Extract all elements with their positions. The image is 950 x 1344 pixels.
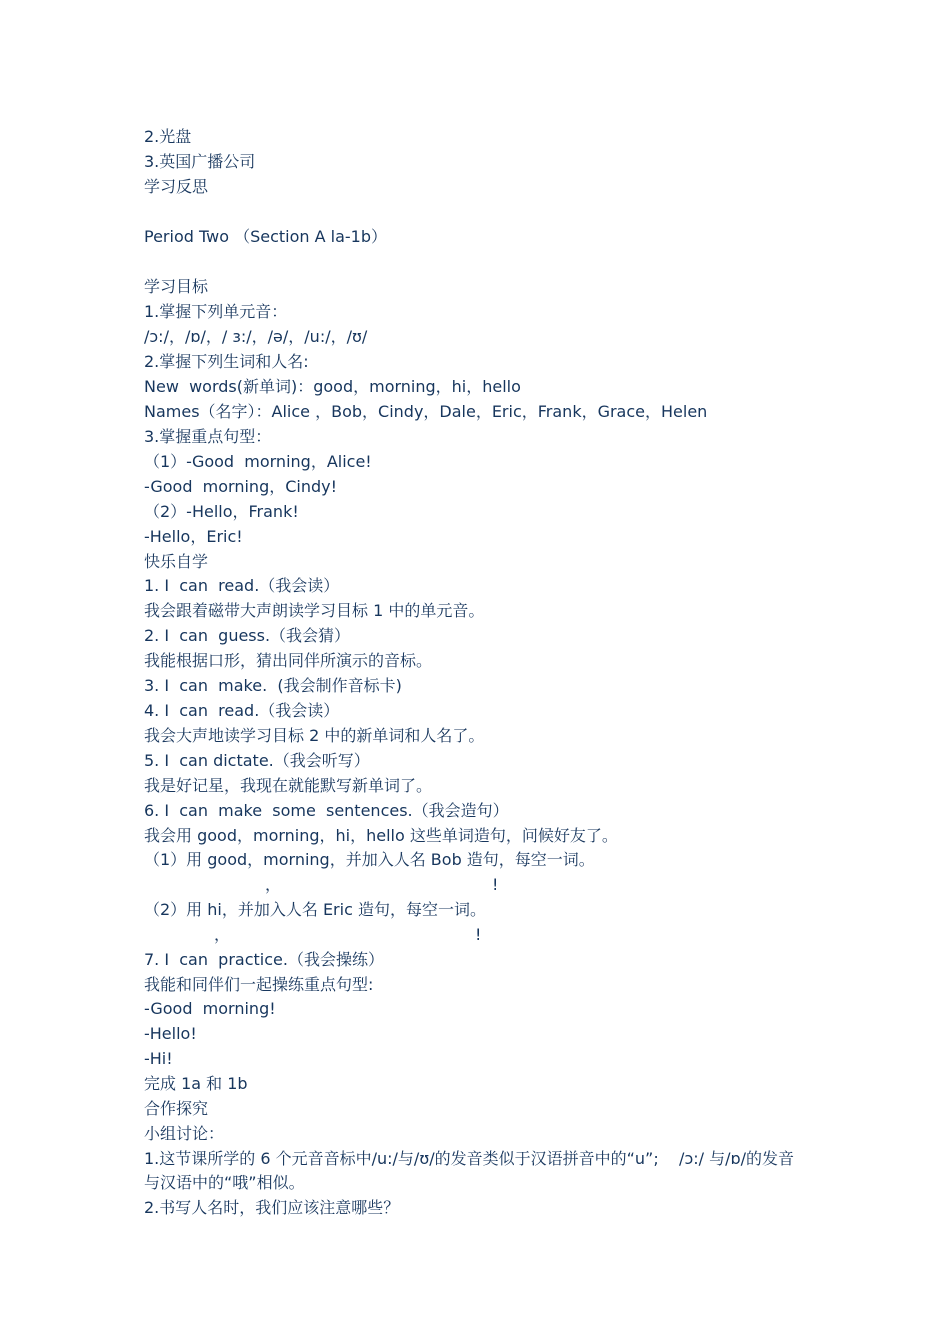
blank-1-comma: ， xyxy=(265,875,282,894)
task-6-desc: 我会用 good，morning，hi，hello 这些单词造句，问候好友了。 xyxy=(144,826,618,845)
blank-2-comma: ， xyxy=(214,925,231,944)
task-5-desc: 我是好记星，我现在就能默写新单词了。 xyxy=(144,776,433,795)
heading-self-study: 快乐自学 xyxy=(144,552,209,571)
blank-1-exclamation: ! xyxy=(492,875,499,894)
task-6: 6. I can make some sentences.（我会造句） xyxy=(144,801,509,820)
line-disc: 2.光盘 xyxy=(144,127,192,146)
objective-2: 2.掌握下列生词和人名: xyxy=(144,352,309,371)
discussion-2: 2.书写人名时，我们应该注意哪些？ xyxy=(144,1198,400,1217)
drill-hello: -Hello! xyxy=(144,1024,197,1043)
task-4: 4. I can read.（我会读） xyxy=(144,701,340,720)
names-list: Names（名字）：Alice ，Bob，Cindy，Dale，Eric，Frank，Grace，Helen xyxy=(144,402,708,421)
complete-1a-1b: 完成 1a 和 1b xyxy=(144,1074,248,1093)
line-bbc: 3.英国广播公司 xyxy=(144,152,256,171)
task-2-desc: 我能根据口形，猜出同伴所演示的音标。 xyxy=(144,651,433,670)
pattern-2a: （2）-Hello，Frank! xyxy=(144,502,299,521)
task-7-desc: 我能和同伴们一起操练重点句型: xyxy=(144,975,374,994)
new-words: New words(新单词)：good，morning，hi，hello xyxy=(144,377,521,396)
pattern-2b: -Hello，Eric! xyxy=(144,527,243,546)
heading-objectives: 学习目标 xyxy=(144,277,209,296)
pattern-1b: -Good morning，Cindy! xyxy=(144,477,338,496)
group-discussion: 小组讨论： xyxy=(144,1124,225,1143)
heading-cooperation: 合作探究 xyxy=(144,1099,209,1118)
pattern-1a: （1）-Good morning，Alice! xyxy=(144,452,372,471)
task-6-item-2: （2）用 hi，并加入人名 Eric 造句，每空一词。 xyxy=(144,900,486,919)
task-1-desc: 我会跟着磁带大声朗读学习目标 1 中的单元音。 xyxy=(144,601,485,620)
task-2: 2. I can guess.（我会猜） xyxy=(144,626,351,645)
discussion-1: 1.这节课所学的 6 个元音音标中/u:/与/ʊ/的发音类似于汉语拼音中的“u”; /ɔ:/ 与/ɒ/的发音 xyxy=(144,1149,795,1168)
phonetic-symbols: /ɔ:/，/ɒ/，/ ɜ:/，/ə/，/u:/，/ʊ/ xyxy=(144,327,368,346)
drill-good-morning: -Good morning! xyxy=(144,999,276,1018)
objective-3: 3.掌握重点句型： xyxy=(144,427,272,446)
task-5: 5. I can dictate.（我会听写） xyxy=(144,751,370,770)
task-4-desc: 我会大声地读学习目标 2 中的新单词和人名了。 xyxy=(144,726,485,745)
heading-reflection: 学习反思 xyxy=(144,177,209,196)
task-3: 3. I can make. (我会制作音标卡) xyxy=(144,676,402,695)
discussion-1-cont: 与汉语中的“哦”相似。 xyxy=(144,1173,305,1192)
blank-2-exclamation: ! xyxy=(475,925,482,944)
drill-hi: -Hi! xyxy=(144,1049,173,1068)
objective-1: 1.掌握下列单元音： xyxy=(144,302,288,321)
task-7: 7. I can practice.（我会操练） xyxy=(144,950,384,969)
period-title: Period Two （Section A la-1b） xyxy=(144,227,387,246)
task-6-item-1: （1）用 good，morning，并加入人名 Bob 造句，每空一词。 xyxy=(144,850,595,869)
task-1: 1. I can read.（我会读） xyxy=(144,576,340,595)
